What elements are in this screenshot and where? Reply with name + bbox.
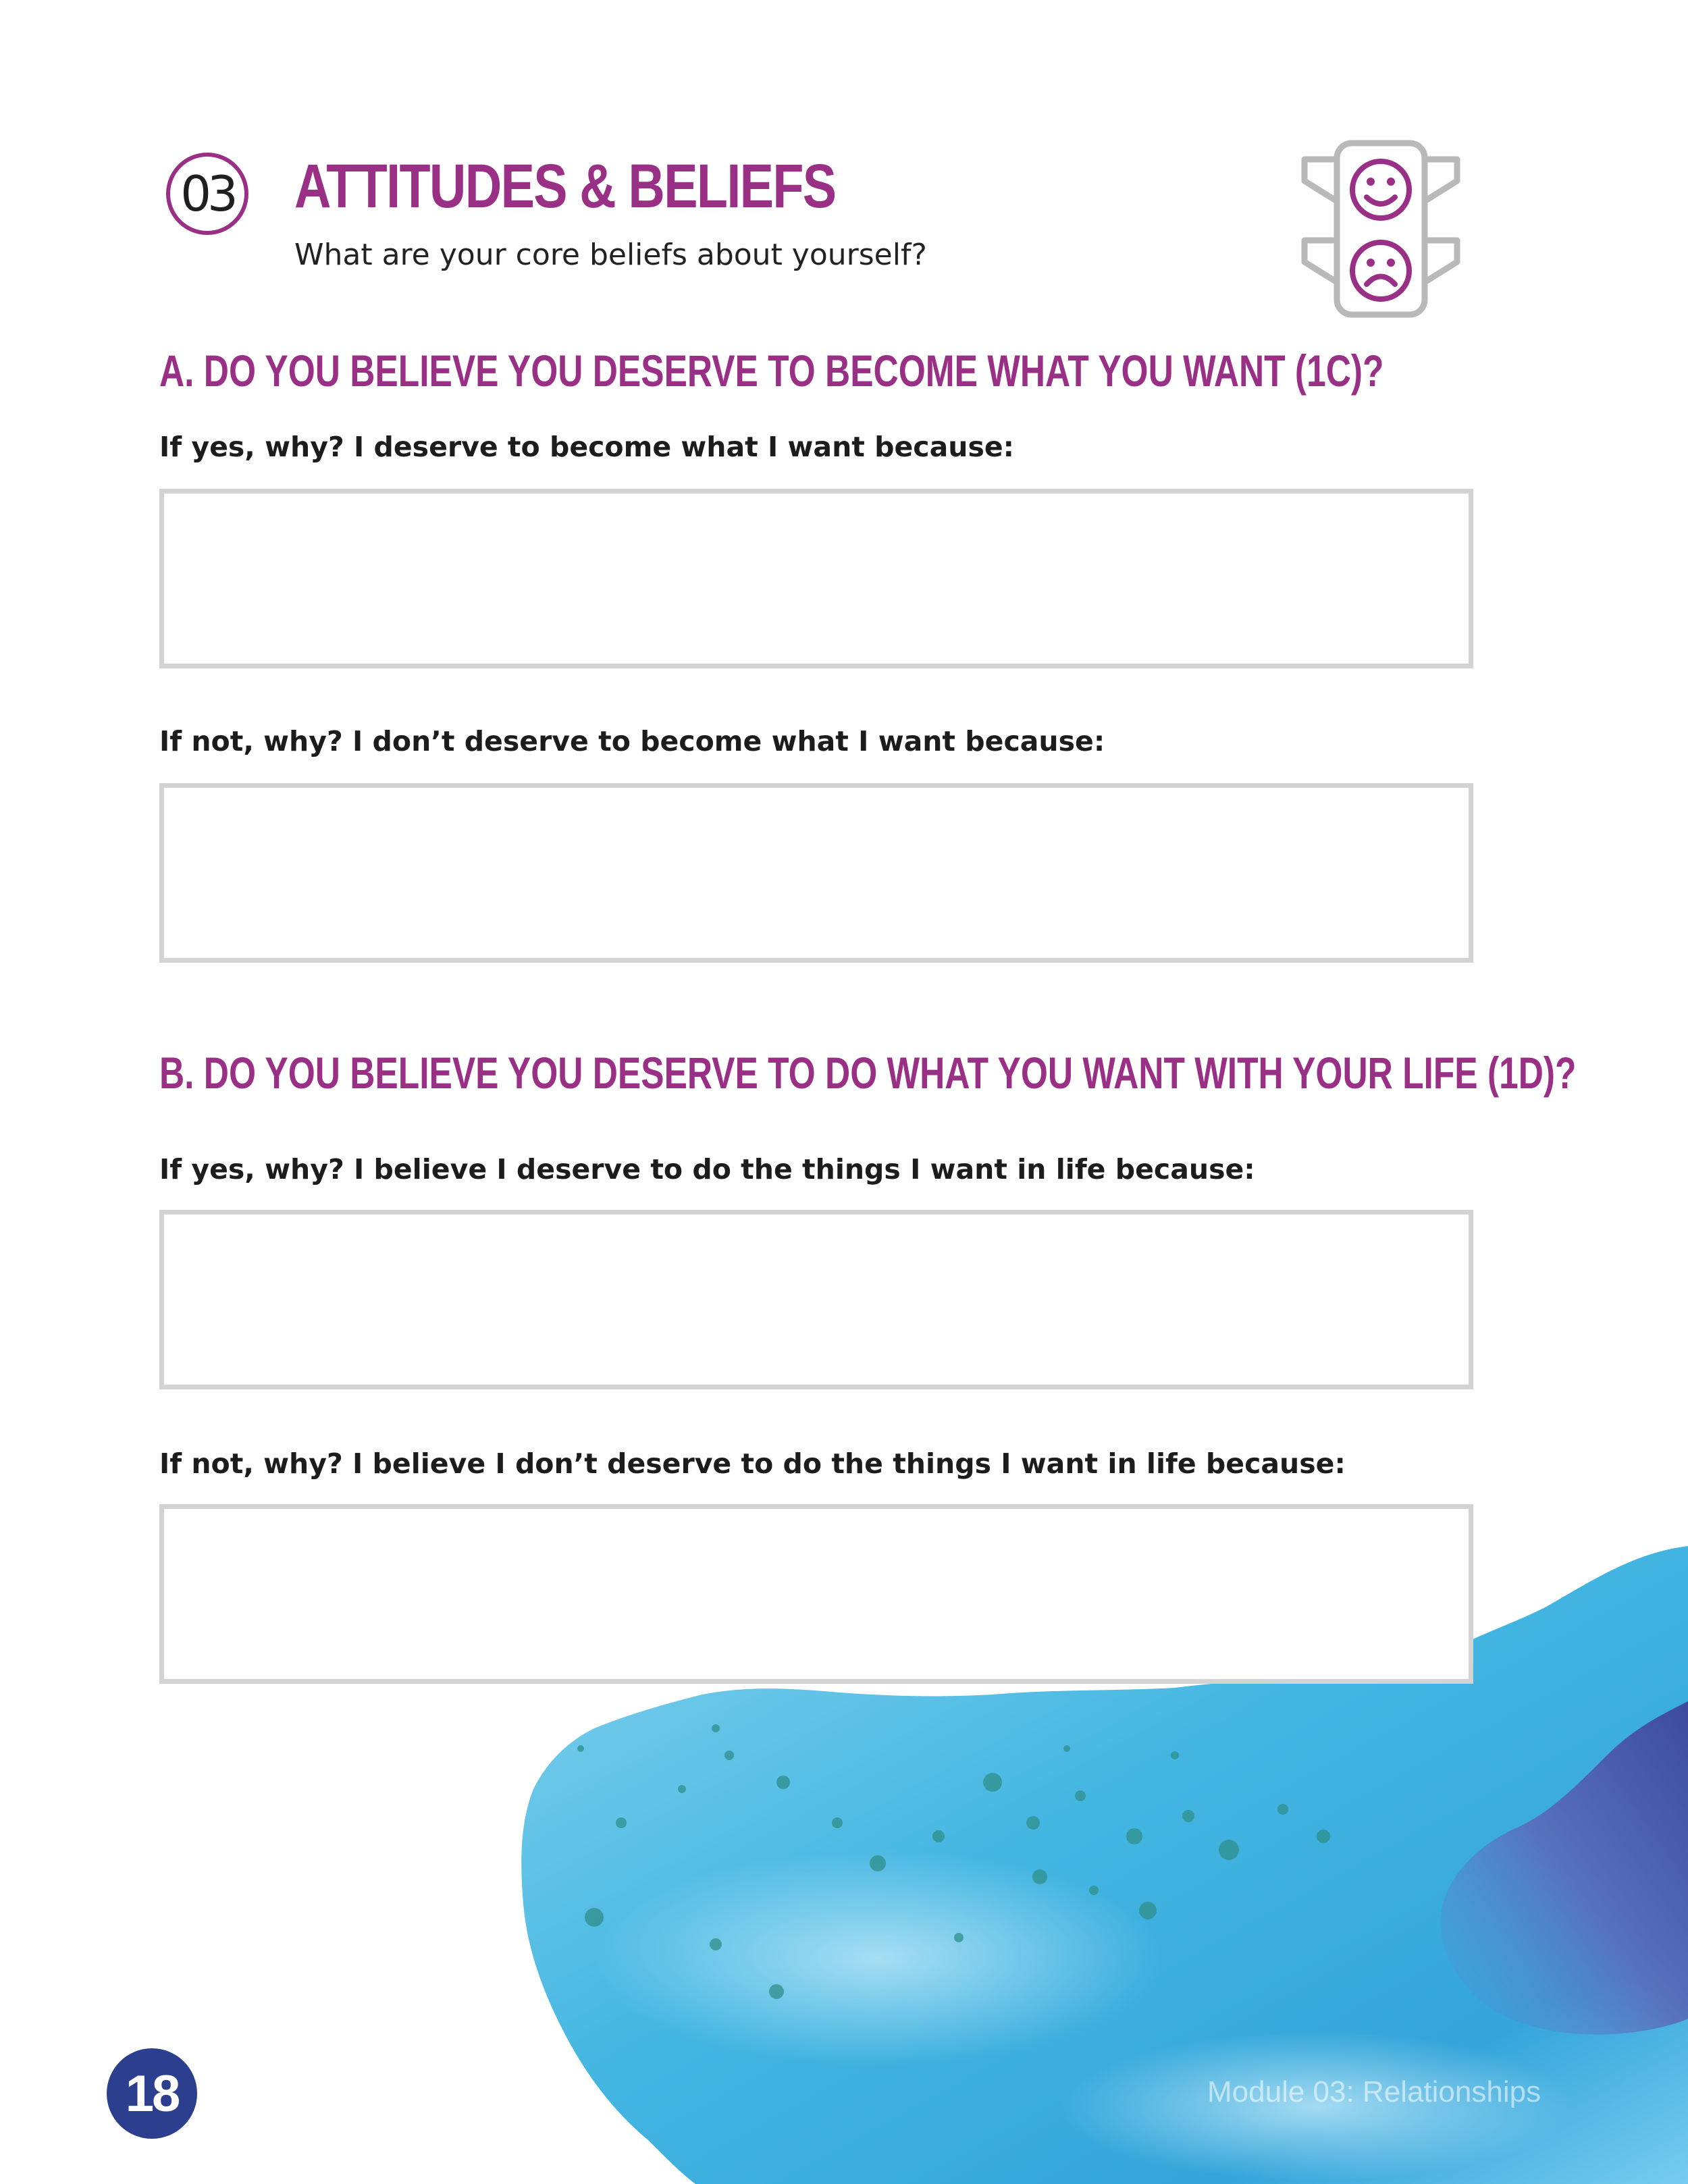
question-b-heading: B. DO YOU BELIEVE YOU DESERVE TO DO WHAT YOU WANT WITH YOUR LIFE (1D)? [159,1048,1577,1098]
question-a-yes-answer-box[interactable] [159,489,1473,668]
traffic-light-icon [1296,139,1465,319]
section-subtitle: What are your core beliefs about yourself? [294,238,927,272]
question-a-yes-prompt: If yes, why? I deserve to become what I want because: [159,431,1015,463]
section-number: 03 [180,165,234,222]
page-number-badge [107,2048,197,2139]
question-b-no-answer-box[interactable] [159,1504,1473,1684]
page-number: 18 [125,2065,179,2123]
question-a-heading: A. DO YOU BELIEVE YOU DESERVE TO BECOME WHAT YOU WANT (1C)? [159,346,1384,396]
question-b-yes-prompt: If yes, why? I believe I deserve to do the things I want in life because: [159,1153,1255,1186]
question-b-yes-answer-box[interactable] [159,1210,1473,1389]
module-label: Module 03: Relationships [1207,2075,1541,2108]
question-a-no-prompt: If not, why? I don’t deserve to become what I want because: [159,725,1105,757]
section-title: ATTITUDES & BELIEFS [294,152,836,221]
question-b-no-prompt: If not, why? I believe I don’t deserve to do the things I want in life because: [159,1447,1346,1480]
section-number-badge [166,153,248,235]
question-a-no-answer-box[interactable] [159,783,1473,963]
